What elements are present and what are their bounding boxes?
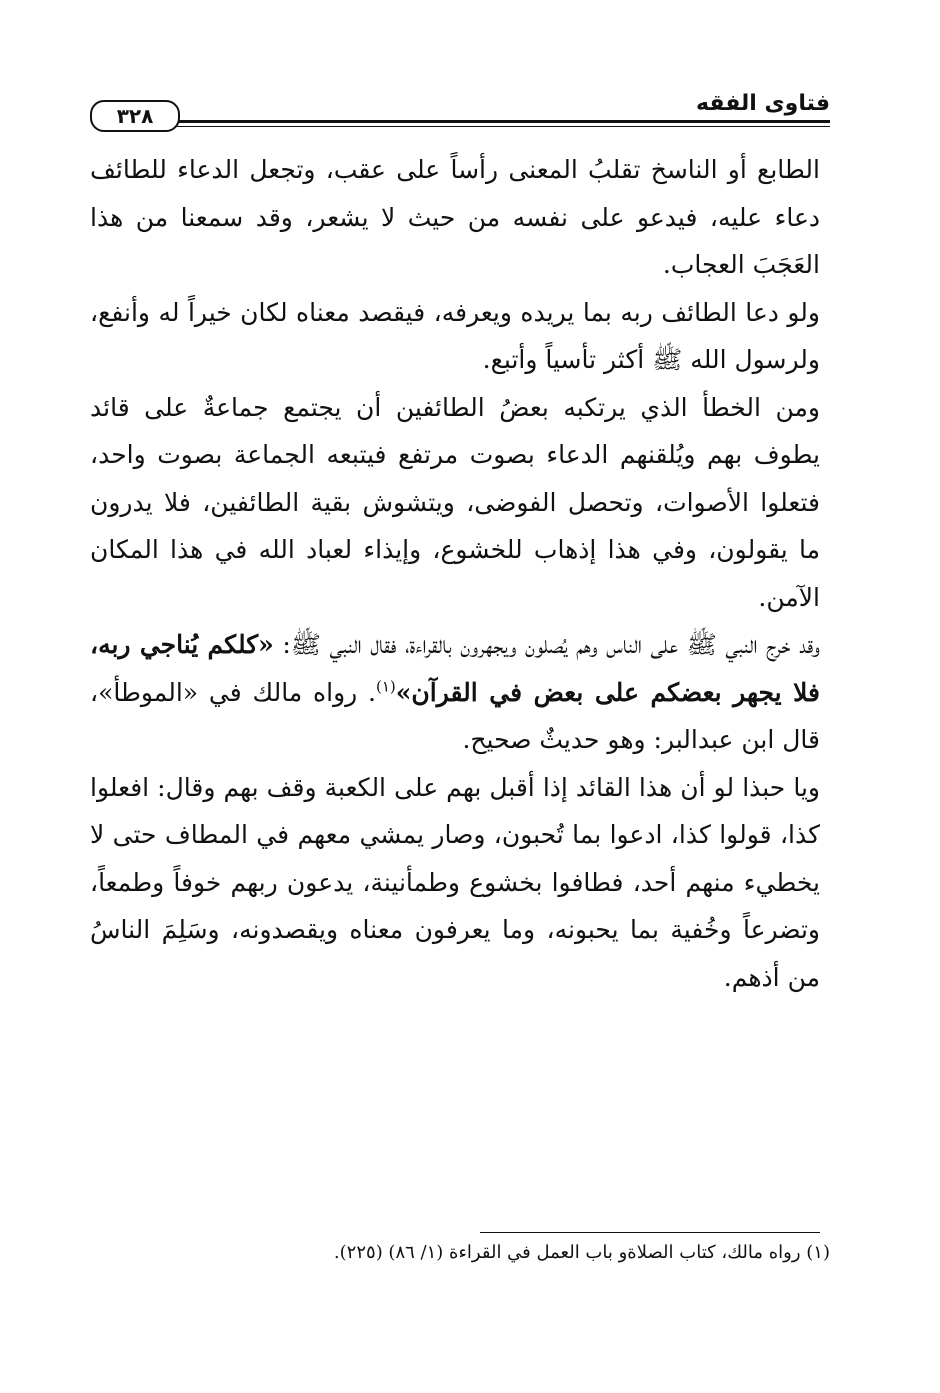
paragraph [90, 289, 820, 384]
paragraph-text: وقد خرج النبي ﷺ على الناس وهم يُصلون ويجهرون بالقراءة، فقال النبي ﷺ: [273, 630, 820, 659]
footnote: (١) رواه مالك، كتاب الصلاةو باب العمل في القراءة (١/ ٨٦) (٢٢٥). [333, 1242, 830, 1263]
header-rule-thick [170, 120, 830, 123]
book-title: فتاوى الفقه [696, 91, 830, 116]
paragraph [90, 146, 820, 289]
paragraph-text: ولو دعا الطائف ربه بما يريده ويعرفه، فيقصد معناه لكان خيراً له وأنفع، ولرسول الله ﷺ أكثر تأسياً وأتبع. [90, 297, 820, 374]
paragraph-text: الطابع أو الناسخ تقلبُ المعنى رأساً على عقب، وتجعل الدعاء للطائف دعاء عليه، فيدعو على نفسه من حيث لا يشعر، وقد سمعنا من هذا العَجَبَ العجاب. [90, 155, 820, 279]
paragraph-text: ويا حبذا لو أن هذا القائد إذا أقبل بهم على الكعبة وقف بهم وقال: افعلوا كذا، قولوا كذا، ادعوا بما تُحبون، وصار يمشي معهم في المطاف حتى لا يخطيء منهم أحد، فطافوا بخشوع وطمأنينة، يدعون ربهم خوفاً وطمعاً، وتضرعاً وخُفية بما يحبونه، وما يعرفون معناه ويقصدونه، وسَلِمَ الناسُ من أذهم. [90, 772, 820, 992]
paragraph [90, 621, 820, 764]
paragraph [90, 384, 820, 622]
footnote-marker: (١) [375, 677, 396, 696]
hadith-quote: «كلكم يُناجي ربه، فلا يجهر بعضكم على بعض في القرآن» [90, 630, 821, 707]
main-text [90, 146, 820, 1001]
paragraph [90, 764, 820, 1002]
page-number-badge: ٣٢٨ [90, 100, 180, 132]
paragraph-text: ومن الخطأ الذي يرتكبه بعضُ الطائفين أن يجتمع جماعةٌ على قائد يطوف بهم ويُلقنهم الدعاء بصوت مرتفع فيتبعه الجماعة بصوت واحد، فتعلوا الأصوات، وتحصل الفوضى، ويتشوش بقية الطائفين، فلا يدرون ما يقولون، وفي هذا إذهاب للخشوع، وإيذاء لعباد الله في هذا المكان الآمن. [90, 392, 820, 612]
paragraph-text: . رواه مالك في «الموطأ»، قال ابن عبدالبر: وهو حديثٌ صحيح. [90, 677, 820, 754]
page-header [90, 84, 830, 134]
header-rule-thin [170, 126, 830, 127]
footnote-separator [480, 1232, 820, 1233]
